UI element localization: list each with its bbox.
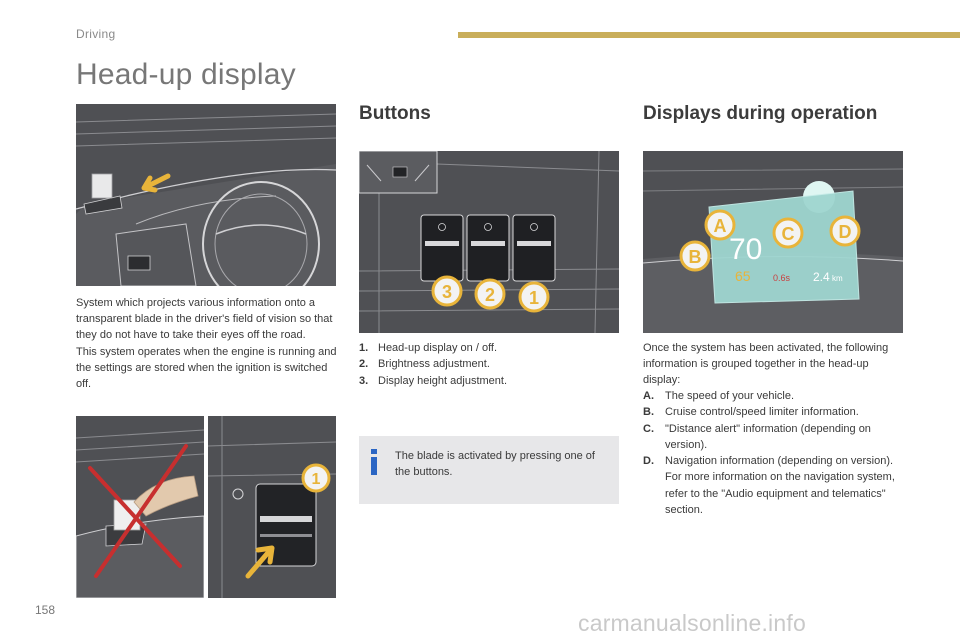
displays-heading: Displays during operation (643, 103, 878, 124)
callout-1-label: 1 (311, 471, 321, 488)
list-item: B. Cruise control/speed limiter information. (643, 406, 859, 419)
watermark: carmanualsonline.info (578, 610, 806, 636)
hud-alert: 0.6s (773, 273, 791, 283)
hud-drawing (643, 151, 903, 333)
info-note-text: The blade is activated by pressing one of the buttons. (395, 450, 595, 478)
hud-speed: 70 (729, 233, 763, 266)
hud-distance-unit: km (832, 274, 843, 283)
dashboard-illustration (76, 104, 336, 286)
page-title: Head-up display (76, 58, 296, 91)
info-note (359, 436, 619, 504)
list-item: C. "Distance alert" information (depending on version). (643, 422, 871, 451)
buttons-list (359, 340, 619, 389)
blade-warning-drawing (76, 416, 204, 598)
intro-text (76, 295, 338, 392)
button-press-drawing (208, 416, 336, 598)
list-item-more: For more information on the navigation system, refer to the "Audio equipment and telematics" section. (665, 471, 895, 517)
header-accent-bar (458, 32, 960, 38)
buttons-heading: Buttons (359, 103, 431, 124)
blade-warning-illustration (76, 416, 204, 598)
callout-1-label: 1 (528, 288, 540, 308)
list-item: 1. Head-up display on / off. (359, 342, 498, 354)
button-press-illustration (208, 416, 336, 598)
hud-label-c: C (781, 224, 795, 244)
hud-illustration (643, 151, 903, 333)
hud-label-b: B (688, 247, 702, 267)
hud-limit: 65 (735, 268, 751, 284)
displays-intro: Once the system has been activated, the following information is grouped together in the head-up display: (643, 342, 889, 387)
page-number: 158 (35, 603, 56, 617)
dashboard-drawing (76, 104, 336, 286)
list-item: 3. Display height adjustment. (359, 374, 508, 387)
hud-distance: 2.4 (813, 270, 830, 284)
info-icon (369, 449, 379, 475)
displays-list (643, 388, 905, 518)
hud-label-a: A (713, 216, 727, 236)
hud-label-d: D (838, 222, 852, 242)
buttons-illustration (359, 151, 619, 333)
list-item: 2. Brightness adjustment. (359, 358, 490, 371)
intro-paragraph-1: System which projects various information onto a transparent blade in the driver's field of vision so that they do not have to take their eyes off the road. (76, 297, 333, 342)
buttons-drawing (359, 151, 619, 333)
list-item: D. Navigation information (depending on version). (643, 455, 894, 468)
section-label: Driving (76, 27, 116, 41)
intro-paragraph-2: This system operates when the engine is running and the settings are stored when the ignition is switched off. (76, 345, 337, 391)
list-item: A. The speed of your vehicle. (643, 390, 795, 402)
callout-2-label: 2 (484, 285, 496, 305)
callout-3-label: 3 (441, 282, 453, 302)
